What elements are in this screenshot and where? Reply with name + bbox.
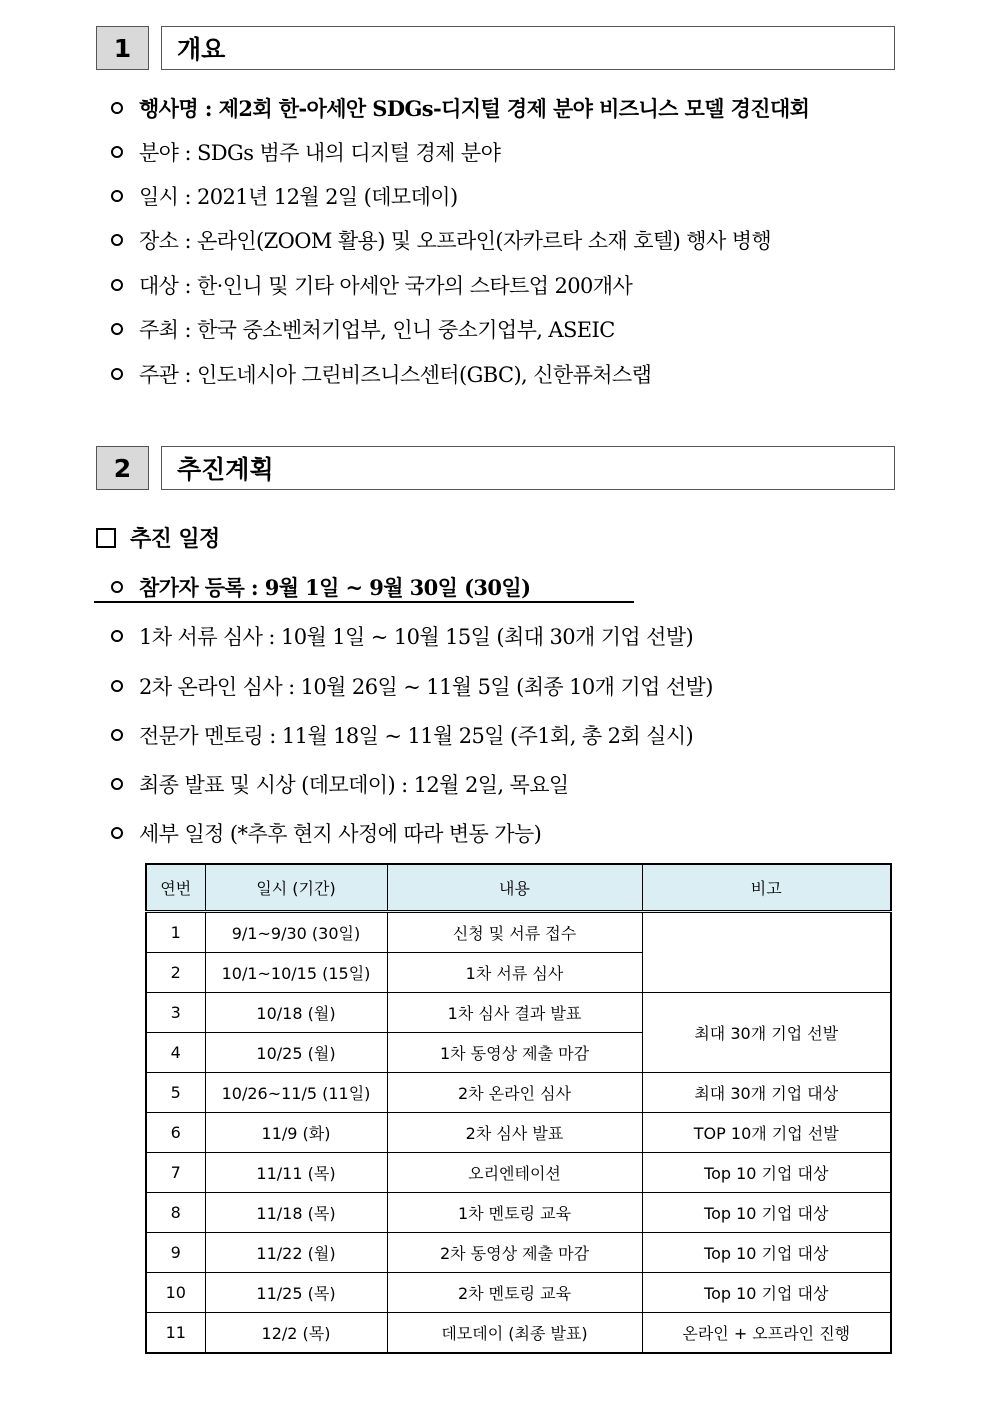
row-content: 2차 동영상 제출 마감: [387, 1233, 642, 1273]
circle-bullet-icon: [111, 778, 123, 790]
plan-item-mentoring: 전문가 멘토링 : 11월 18일 ~ 11월 25일 (주1회, 총 2회 실시): [111, 722, 693, 750]
circle-bullet-icon: [111, 729, 123, 741]
row-no: 6: [146, 1113, 205, 1153]
row-note: Top 10 기업 대상: [642, 1153, 891, 1193]
row-content: 2차 온라인 심사: [387, 1073, 642, 1113]
table-row: [146, 1193, 891, 1233]
section-title-plan: 추진계획: [161, 446, 895, 490]
table-row: [146, 1313, 891, 1354]
row-note: 최대 30개 기업 선발: [642, 993, 891, 1073]
row-no: 2: [146, 953, 205, 993]
row-content: 오리엔테이션: [387, 1153, 642, 1193]
row-content: 1차 심사 결과 발표: [387, 993, 642, 1033]
row-content: 1차 멘토링 교육: [387, 1193, 642, 1233]
overview-item-host: 주최 : 한국 중소벤처기업부, 인니 중소기업부, ASEIC: [111, 316, 615, 344]
plan-item-detail-schedule: 세부 일정 (*추후 현지 사정에 따라 변동 가능): [111, 820, 541, 848]
registration-period: 참가자 등록 : 9월 1일 ~ 9월 30일 (30일): [111, 574, 530, 602]
row-date: 11/11 (목): [205, 1153, 387, 1193]
header-no: 연번: [146, 864, 205, 912]
table-row: [146, 993, 891, 1033]
row-content: 신청 및 서류 접수: [387, 912, 642, 953]
circle-bullet-icon: [111, 630, 123, 642]
row-date: 12/2 (목): [205, 1313, 387, 1354]
row-no: 8: [146, 1193, 205, 1233]
section-number-2: 2: [96, 446, 149, 490]
circle-bullet-icon: [111, 827, 123, 839]
plan-item-demo-day: 최종 발표 및 시상 (데모데이) : 12월 2일, 목요일: [111, 771, 569, 799]
row-date: 11/22 (월): [205, 1233, 387, 1273]
section-number-1: 1: [96, 26, 149, 70]
square-bullet-icon: [96, 528, 116, 548]
overview-item-event-name: 행사명 : 제2회 한-아세안 SDGs-디지털 경제 분야 비즈니스 모델 경진대회: [111, 95, 809, 123]
row-date: 9/1~9/30 (30일): [205, 912, 387, 953]
row-note: 최대 30개 기업 대상: [642, 1073, 891, 1113]
row-note: Top 10 기업 대상: [642, 1273, 891, 1313]
header-content: 내용: [387, 864, 642, 912]
circle-bullet-icon: [111, 680, 123, 692]
header-date: 일시 (기간): [205, 864, 387, 912]
row-note: Top 10 기업 대상: [642, 1193, 891, 1233]
row-content: 2차 멘토링 교육: [387, 1273, 642, 1313]
circle-bullet-icon: [111, 102, 123, 114]
circle-bullet-icon: [111, 279, 123, 291]
row-no: 11: [146, 1313, 205, 1354]
table-row: [146, 912, 891, 953]
row-no: 5: [146, 1073, 205, 1113]
table-row: [146, 1273, 891, 1313]
highlight-underline: [94, 601, 634, 603]
row-date: 10/18 (월): [205, 993, 387, 1033]
section-title-overview: 개요: [161, 26, 895, 70]
table-row: [146, 1233, 891, 1273]
row-no: 1: [146, 912, 205, 953]
row-date: 11/18 (목): [205, 1193, 387, 1233]
overview-item-field: 분야 : SDGs 범주 내의 디지털 경제 분야: [111, 139, 500, 167]
circle-bullet-icon: [111, 581, 123, 593]
circle-bullet-icon: [111, 190, 123, 202]
row-date: 10/1~10/15 (15일): [205, 953, 387, 993]
row-date: 10/26~11/5 (11일): [205, 1073, 387, 1113]
circle-bullet-icon: [111, 368, 123, 380]
overview-item-venue: 장소 : 온라인(ZOOM 활용) 및 오프라인(자카르타 소재 호텔) 행사 병행: [111, 227, 771, 255]
table-row: [146, 1153, 891, 1193]
overview-item-date: 일시 : 2021년 12월 2일 (데모데이): [111, 183, 458, 211]
row-no: 4: [146, 1033, 205, 1073]
header-note: 비고: [642, 864, 891, 912]
row-no: 10: [146, 1273, 205, 1313]
row-content: 2차 심사 발표: [387, 1113, 642, 1153]
row-note: 온라인 + 오프라인 진행: [642, 1313, 891, 1354]
schedule-table: [145, 863, 892, 1354]
overview-item-organizer: 주관 : 인도네시아 그린비즈니스센터(GBC), 신한퓨처스랩: [111, 361, 651, 389]
overview-item-target: 대상 : 한·인니 및 기타 아세안 국가의 스타트업 200개사: [111, 272, 632, 300]
row-content: 1차 동영상 제출 마감: [387, 1033, 642, 1073]
row-content: 1차 서류 심사: [387, 953, 642, 993]
row-no: 7: [146, 1153, 205, 1193]
table-row: [146, 1113, 891, 1153]
row-date: 11/9 (화): [205, 1113, 387, 1153]
table-header-row: [146, 864, 891, 912]
table-row: [146, 1073, 891, 1113]
row-note: [642, 912, 891, 993]
circle-bullet-icon: [111, 323, 123, 335]
circle-bullet-icon: [111, 146, 123, 158]
row-note: TOP 10개 기업 선발: [642, 1113, 891, 1153]
plan-item-second-review: 2차 온라인 심사 : 10월 26일 ~ 11월 5일 (최종 10개 기업 선발): [111, 673, 713, 701]
row-content: 데모데이 (최종 발표): [387, 1313, 642, 1354]
row-no: 3: [146, 993, 205, 1033]
row-no: 9: [146, 1233, 205, 1273]
row-note: Top 10 기업 대상: [642, 1233, 891, 1273]
subheading-schedule: 추진 일정: [96, 525, 220, 554]
circle-bullet-icon: [111, 234, 123, 246]
row-date: 11/25 (목): [205, 1273, 387, 1313]
row-date: 10/25 (월): [205, 1033, 387, 1073]
plan-item-first-review: 1차 서류 심사 : 10월 1일 ~ 10월 15일 (최대 30개 기업 선발): [111, 623, 693, 651]
